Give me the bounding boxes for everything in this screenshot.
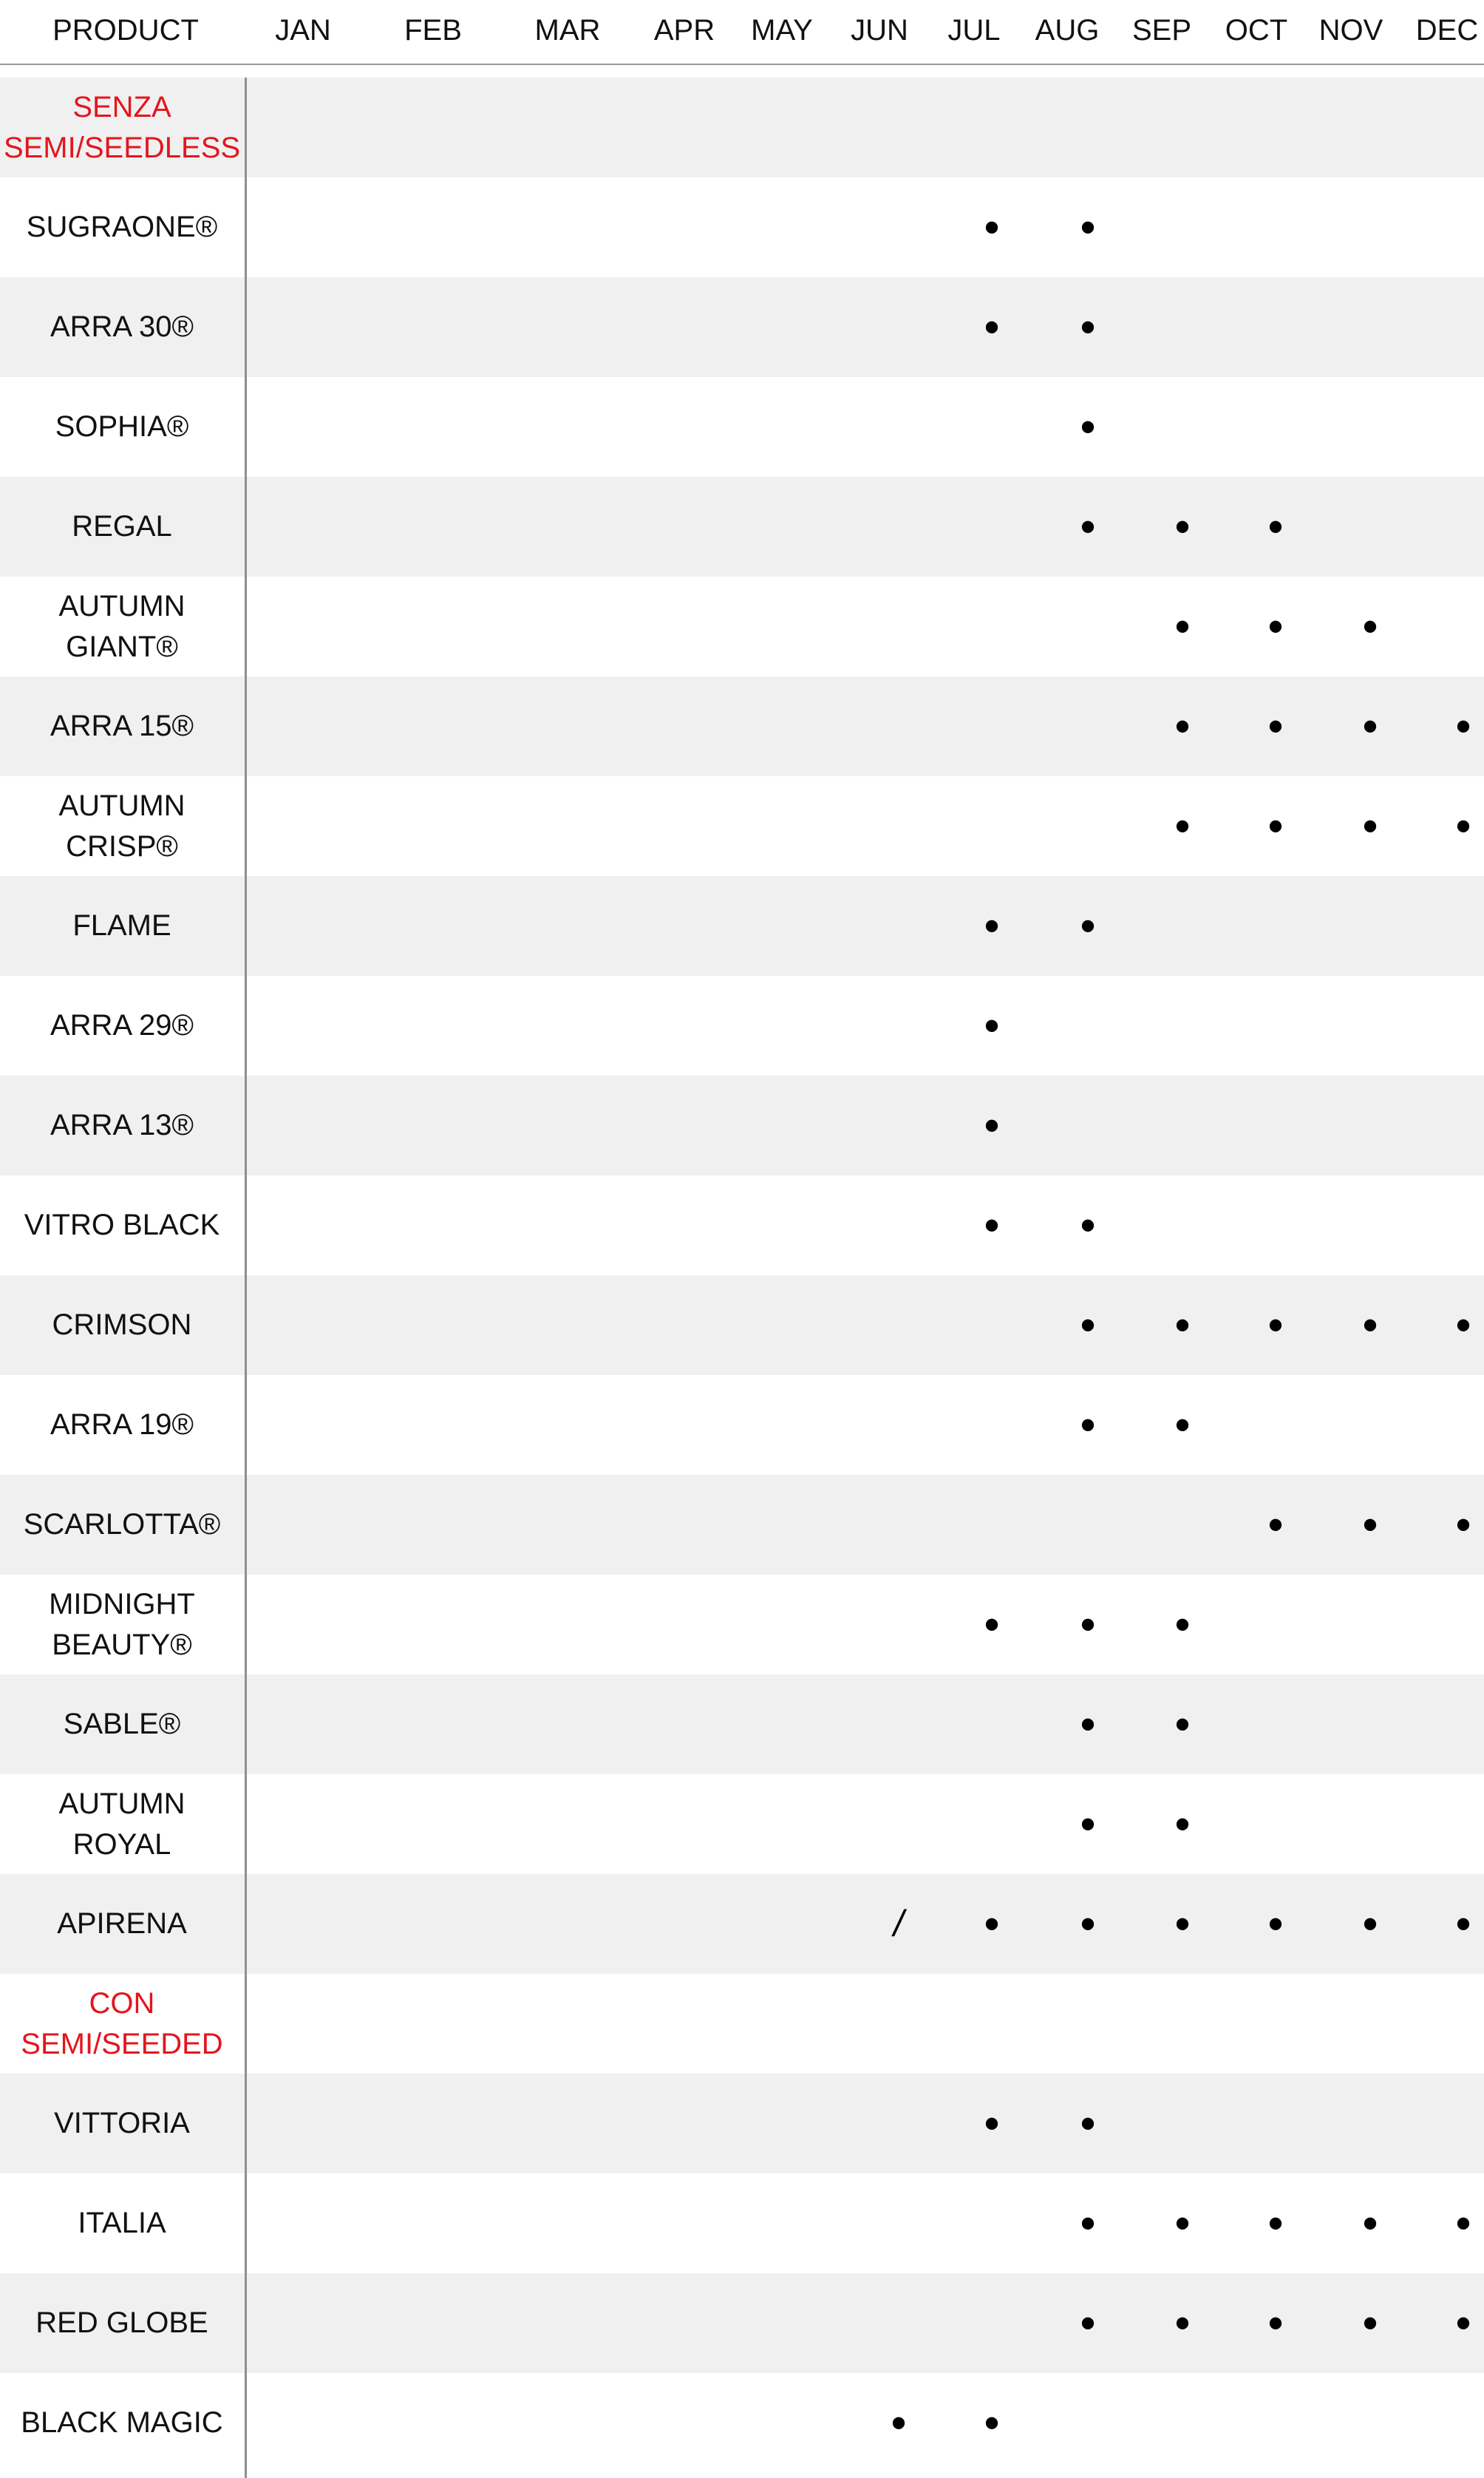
month-header-aug: AUG — [1035, 14, 1100, 47]
availability-dot-aug: • — [1080, 1799, 1096, 1849]
availability-dot-oct: • — [1267, 702, 1284, 751]
availability-dot-nov: • — [1362, 1500, 1378, 1549]
availability-dot-jul: • — [984, 203, 1000, 252]
availability-dot-dec: • — [1455, 1899, 1471, 1949]
availability-dot-sep: • — [1174, 1300, 1191, 1350]
table-row — [0, 377, 1484, 477]
availability-dot-aug: • — [1080, 2099, 1096, 2148]
availability-dot-sep: • — [1174, 2298, 1191, 2348]
availability-dot-oct: • — [1267, 502, 1284, 551]
availability-dot-nov: • — [1362, 801, 1378, 851]
product-label: VITTORIA — [54, 2107, 190, 2139]
availability-dot-jul: • — [984, 901, 1000, 951]
product-label: AUTUMN CRISP® — [58, 789, 186, 863]
availability-dot-nov: • — [1362, 1899, 1378, 1949]
availability-dot-oct: • — [1267, 2298, 1284, 2348]
availability-dot-aug: • — [1080, 1201, 1096, 1250]
availability-dot-nov: • — [1362, 2199, 1378, 2248]
availability-dot-aug: • — [1080, 502, 1096, 551]
availability-dot-sep: • — [1174, 502, 1191, 551]
table-row — [0, 1375, 1484, 1475]
month-header-oct: OCT — [1225, 14, 1288, 47]
product-label: ARRA 15® — [50, 710, 194, 742]
column-divider — [245, 78, 247, 2478]
product-label: REGAL — [72, 510, 172, 543]
availability-dot-jul: • — [984, 1101, 1000, 1150]
availability-dot-aug: • — [1080, 2298, 1096, 2348]
month-header-jun: JUN — [851, 14, 908, 47]
table-row — [0, 1575, 1484, 1674]
table-row — [0, 2373, 1484, 2473]
month-header-apr: APR — [653, 14, 715, 47]
month-header-may: MAY — [751, 14, 813, 47]
month-header-nov: NOV — [1318, 14, 1383, 47]
availability-dot-sep: • — [1174, 702, 1191, 751]
availability-dot-jul: • — [984, 1600, 1000, 1649]
table-row — [0, 1275, 1484, 1375]
availability-dot-aug: • — [1080, 402, 1096, 452]
product-label: SABLE® — [63, 1708, 181, 1740]
product-label: VITRO BLACK — [24, 1209, 220, 1241]
availability-dot-nov: • — [1362, 702, 1378, 751]
table-row — [0, 1175, 1484, 1275]
table-row — [0, 976, 1484, 1076]
product-label: APIRENA — [57, 1907, 187, 1940]
availability-dot-sep: • — [1174, 2199, 1191, 2248]
availability-dot-nov: • — [1362, 2298, 1378, 2348]
product-label: ARRA 29® — [50, 1009, 194, 1042]
availability-dot-oct: • — [1267, 602, 1284, 651]
table-row — [0, 2273, 1484, 2373]
month-header-mar: MAR — [534, 14, 601, 47]
availability-dot-nov: • — [1362, 602, 1378, 651]
availability-dot-sep: • — [1174, 1899, 1191, 1949]
availability-dot-sep: • — [1174, 1600, 1191, 1649]
availability-dot-aug: • — [1080, 2199, 1096, 2248]
section-label: CON SEMI/SEEDED — [21, 1986, 223, 2060]
month-header-jul: JUL — [947, 14, 1001, 47]
table-row — [0, 876, 1484, 976]
table-row — [0, 1475, 1484, 1575]
availability-dot-sep: • — [1174, 1700, 1191, 1749]
availability-dot-aug: • — [1080, 1600, 1096, 1649]
availability-dot-aug: • — [1080, 1400, 1096, 1450]
availability-dot-sep: • — [1174, 1799, 1191, 1849]
availability-dot-dec: • — [1455, 801, 1471, 851]
availability-dot-jul: • — [984, 1899, 1000, 1949]
availability-dot-jun: • — [891, 2398, 907, 2448]
availability-dot-aug: • — [1080, 1899, 1096, 1949]
product-label: SCARLOTTA® — [23, 1508, 221, 1541]
table-row — [0, 177, 1484, 277]
product-column-header: PRODUCT — [52, 14, 199, 47]
table-header — [0, 0, 1484, 65]
table-row — [0, 1076, 1484, 1175]
availability-dot-oct: • — [1267, 1500, 1284, 1549]
section-row — [0, 78, 1484, 177]
product-label: BLACK MAGIC — [21, 2406, 223, 2439]
month-header-dec: DEC — [1415, 14, 1479, 47]
product-label: SUGRAONE® — [26, 211, 218, 243]
availability-dot-aug: • — [1080, 203, 1096, 252]
product-label: ARRA 30® — [50, 310, 194, 343]
availability-dot-aug: • — [1080, 302, 1096, 352]
availability-dot-aug: • — [1080, 901, 1096, 951]
product-label: MIDNIGHT BEAUTY® — [49, 1587, 195, 1661]
month-header-sep: SEP — [1131, 14, 1192, 47]
availability-dot-oct: • — [1267, 801, 1284, 851]
table-row — [0, 577, 1484, 676]
availability-dot-dec: • — [1455, 1300, 1471, 1350]
section-label: SENZA SEMI/SEEDLESS — [3, 90, 241, 164]
section-row — [0, 1974, 1484, 2074]
product-label: SOPHIA® — [55, 410, 189, 443]
availability-dot-dec: • — [1455, 702, 1471, 751]
product-label: ITALIA — [78, 2207, 166, 2239]
table-row — [0, 277, 1484, 377]
table-row — [0, 2074, 1484, 2173]
availability-dot-jul: • — [984, 2099, 1000, 2148]
product-label: AUTUMN GIANT® — [58, 589, 186, 663]
availability-dot-aug: • — [1080, 1700, 1096, 1749]
table-row — [0, 1774, 1484, 1874]
availability-dot-oct: • — [1267, 2199, 1284, 2248]
availability-dot-oct: • — [1267, 1899, 1284, 1949]
table-row — [0, 1874, 1484, 1974]
product-label: RED GLOBE — [35, 2306, 208, 2339]
availability-dot-jul: • — [984, 1001, 1000, 1050]
month-header-feb: FEB — [404, 14, 462, 47]
product-label: AUTUMN ROYAL — [58, 1787, 186, 1861]
table-row — [0, 776, 1484, 876]
table-row — [0, 2173, 1484, 2273]
availability-dot-aug: • — [1080, 1300, 1096, 1350]
product-label: CRIMSON — [52, 1308, 192, 1341]
product-label: FLAME — [72, 909, 171, 942]
availability-dot-jul: • — [984, 302, 1000, 352]
availability-dot-dec: • — [1455, 1500, 1471, 1549]
availability-dot-sep: • — [1174, 1400, 1191, 1450]
availability-dot-jul: • — [984, 1201, 1000, 1250]
table-row — [0, 477, 1484, 577]
month-header-jan: JAN — [275, 14, 331, 47]
availability-dot-dec: • — [1455, 2199, 1471, 2248]
availability-dot-dec: • — [1455, 2298, 1471, 2348]
slash-mark-jun: / — [894, 1903, 904, 1944]
product-label: ARRA 19® — [50, 1408, 194, 1441]
table-row — [0, 1674, 1484, 1774]
availability-dot-sep: • — [1174, 602, 1191, 651]
availability-dot-nov: • — [1362, 1300, 1378, 1350]
availability-dot-sep: • — [1174, 801, 1191, 851]
availability-dot-oct: • — [1267, 1300, 1284, 1350]
product-label: ARRA 13® — [50, 1109, 194, 1141]
availability-dot-jul: • — [984, 2398, 1000, 2448]
table-row — [0, 676, 1484, 776]
